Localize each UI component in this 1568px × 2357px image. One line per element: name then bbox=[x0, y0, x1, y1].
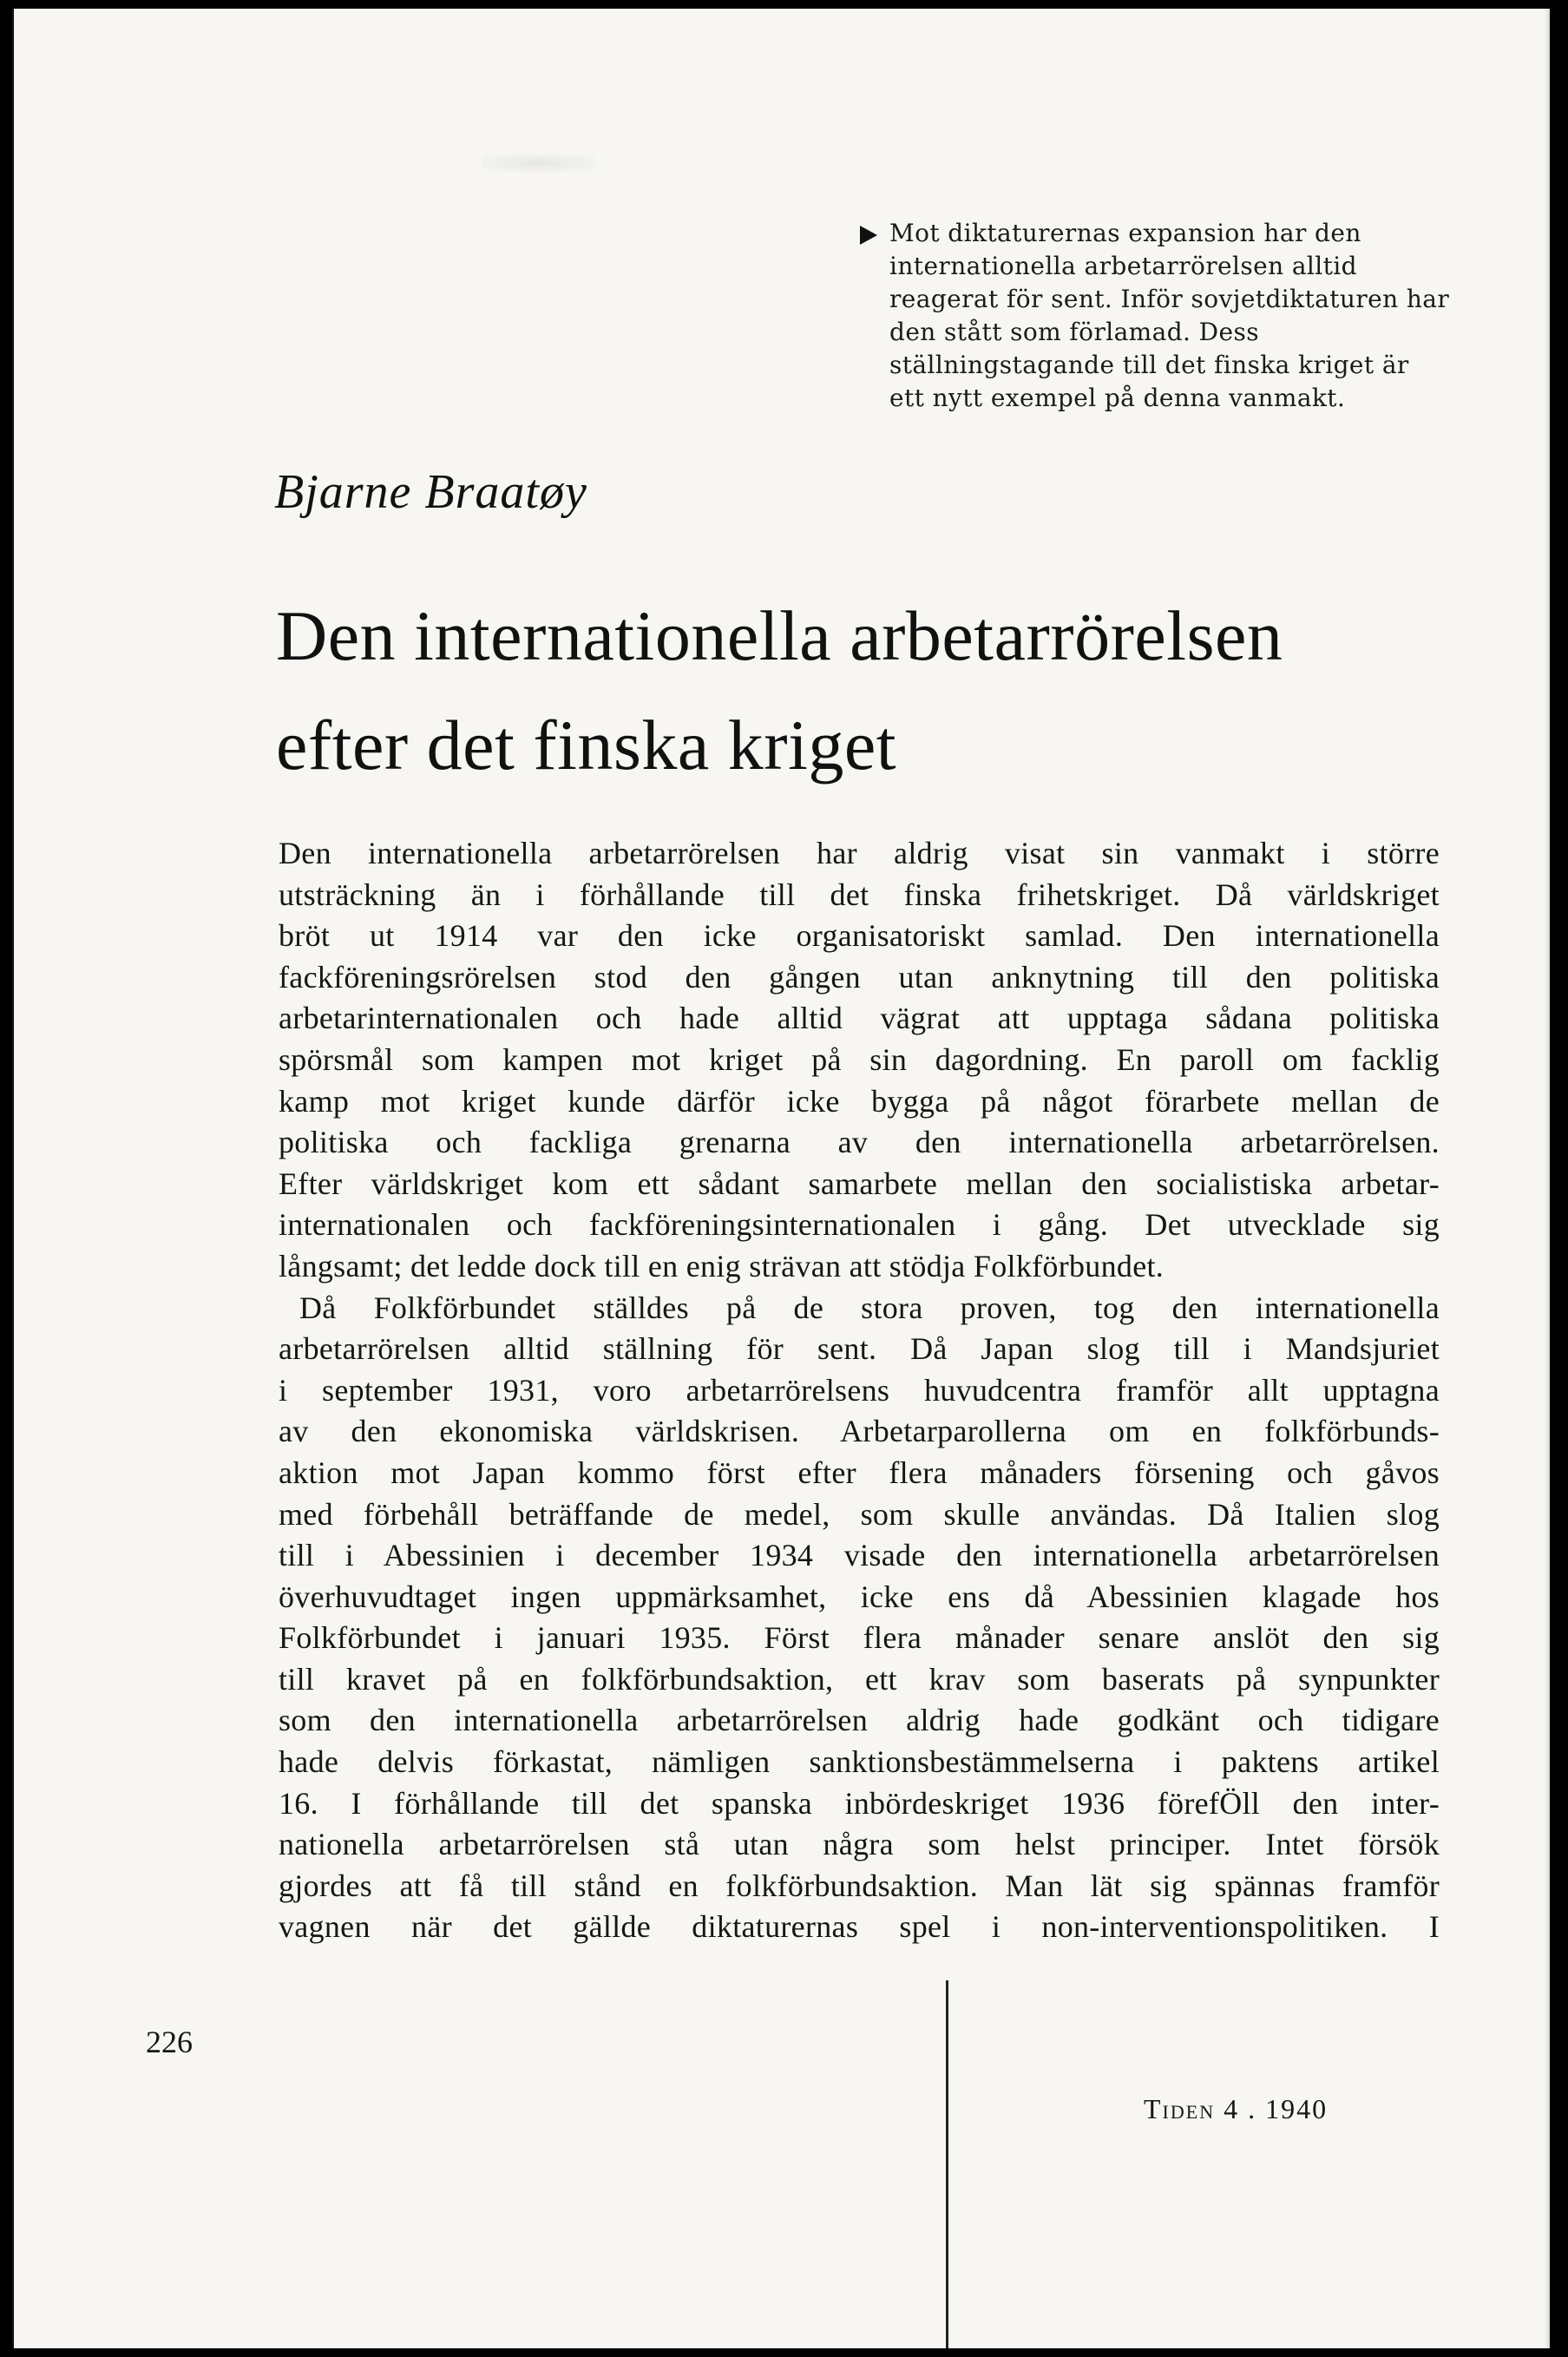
journal-name: Tiden bbox=[1144, 2093, 1216, 2124]
page-number: 226 bbox=[146, 2025, 193, 2059]
body-line: kamp mot kriget kunde därför icke bygga på något förarbete mellan de bbox=[279, 1083, 1440, 1119]
body-line: arbetarrörelsen alltid ställning för sent. Då Japan slog till i Mandsjuriet bbox=[279, 1331, 1440, 1367]
article-title bbox=[276, 581, 1499, 800]
article-author: Bjarne Braatøy bbox=[274, 465, 587, 519]
body-line: bröt ut 1914 var den icke organisatoriskt samlad. Den internationella bbox=[279, 918, 1440, 954]
journal-page bbox=[12, 9, 1550, 2348]
body-line: nationella arbetarrörelsen stå utan några som helst principer. Intet försök bbox=[279, 1827, 1440, 1862]
body-line: i september 1931, voro arbetarrörelsens huvudcentra framför allt upptagna bbox=[279, 1372, 1440, 1408]
body-line: politiska och fackliga grenarna av den internationella arbetarrörelsen. bbox=[279, 1125, 1440, 1160]
body-line: långsamt; det ledde dock till en enig strävan att stödja Folkförbundet. bbox=[279, 1248, 1165, 1284]
body-line: arbetarinternationalen och hade alltid vägrat att upptaga sådana politiska bbox=[279, 1001, 1440, 1036]
triangle-bullet-icon bbox=[860, 226, 877, 245]
body-line: till kravet på en folkförbundsaktion, ett krav som baserats på synpunkter bbox=[279, 1661, 1440, 1697]
title-line: efter det finska kriget bbox=[276, 706, 897, 785]
body-line: Den internationella arbetarrörelsen har aldrig visat sin vanmakt i större bbox=[279, 836, 1440, 870]
body-line: fackföreningsrörelsen stod den gången utan anknytning till den politiska bbox=[279, 959, 1440, 995]
body-line: spörsmål som kampen mot kriget på sin dagordning. En paroll om facklig bbox=[279, 1041, 1440, 1077]
body-line: Efter världskriget kom ett sådant samarbete mellan den socialistiska arbetar- bbox=[279, 1165, 1440, 1201]
body-line: med förbehåll beträffande de medel, som skulle användas. Då Italien slog bbox=[279, 1496, 1440, 1532]
body-line: hade delvis förkastat, nämligen sanktionsbestämmelserna i paktens artikel bbox=[279, 1744, 1440, 1780]
body-line: Då Folkförbundet ställdes på de stora proven, tog den internationella bbox=[299, 1290, 1440, 1325]
body-line: överhuvudtaget ingen uppmärksamhet, icke ens då Abessinien klagade hos bbox=[279, 1579, 1440, 1614]
body-line: 16. I förhållande till det spanska inbördeskriget 1936 förefÖll den inter- bbox=[279, 1785, 1440, 1821]
article-abstract bbox=[860, 217, 1450, 415]
body-line: som den internationella arbetarrörelsen aldrig hade godkänt och tidigare bbox=[279, 1703, 1440, 1738]
body-line: aktion mot Japan kommo först efter flera månaders försening och gåvos bbox=[279, 1454, 1440, 1490]
body-line: av den ekonomiska världskrisen. Arbetarparollerna om en folkförbunds- bbox=[279, 1414, 1440, 1449]
title-line: Den internationella arbetarrörelsen bbox=[276, 596, 1283, 675]
paper-smudge bbox=[482, 154, 595, 172]
journal-footer bbox=[1144, 2093, 1328, 2125]
body-line: utsträckning än i förhållande till det finska frihetskriget. Då världskriget bbox=[279, 876, 1440, 912]
abstract-text: Mot diktaturernas expansion har den internationella arbetarrörelsen alltid reagerat för sent. Inför sovjetdiktaturen har den stått som förlamad. Dess ställningstagande till det finska kriget är ett nytt exempel på denna vanmakt. bbox=[889, 219, 1450, 412]
article-body bbox=[279, 833, 1440, 1948]
body-line: vagnen när det gällde diktaturernas spel i non-interventionspolitiken. I bbox=[279, 1909, 1440, 1945]
body-line: gjordes att få till stånd en folkförbundsaktion. Man lät sig spännas framför bbox=[279, 1868, 1440, 1903]
body-line: till i Abessinien i december 1934 visade den internationella arbetarrörelsen bbox=[279, 1538, 1440, 1573]
journal-issue: 4 . 1940 bbox=[1224, 2093, 1329, 2124]
page-crease-line bbox=[946, 1980, 948, 2348]
body-line: internationalen och fackföreningsinternationalen i gång. Det utvecklade sig bbox=[279, 1207, 1440, 1243]
page-edge-shadow bbox=[1545, 9, 1550, 2348]
body-line: Folkförbundet i januari 1935. Först flera månader senare anslöt den sig bbox=[279, 1620, 1440, 1656]
